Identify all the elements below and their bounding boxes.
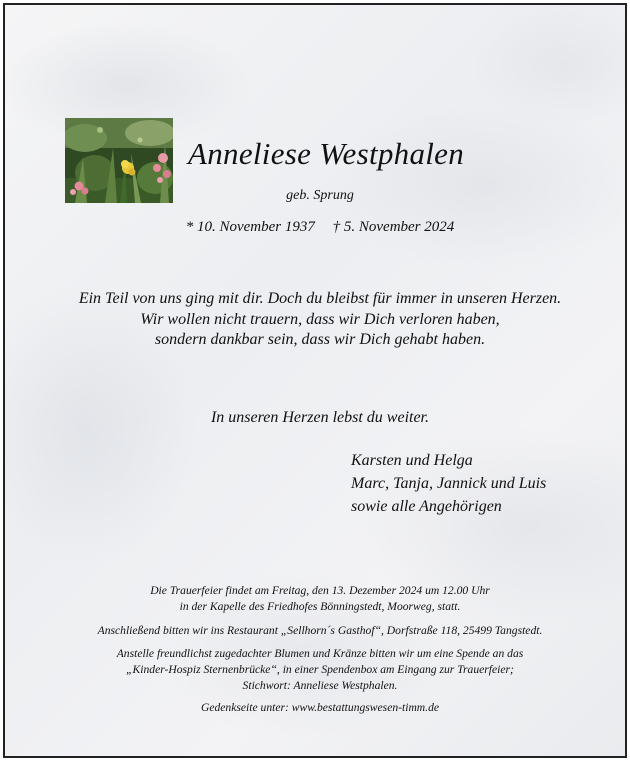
- reception-info: Anschließend bitten wir ins Restaurant „Sellhorn´s Gasthof“, Dorfstraße 118, 25499 Tangstedt.: [97, 624, 543, 637]
- deceased-name: Anneliese Westphalen: [188, 136, 465, 171]
- life-dates: [5, 219, 630, 236]
- family-line: sowie alle Angehörigen: [351, 498, 502, 515]
- funeral-line: in der Kapelle des Friedhofes Bönningstedt, Moorweg, statt.: [179, 600, 461, 613]
- family-line: Karsten und Helga: [351, 452, 473, 469]
- verse-line: Ein Teil von uns ging mit dir. Doch du bleibst für immer in unseren Herzen.: [78, 290, 562, 307]
- birth-name: geb. Sprung: [286, 188, 354, 203]
- birth-date: * 10. November 1937: [185, 219, 315, 235]
- memorial-verse: [5, 289, 630, 351]
- donation-line: „Kinder-Hospiz Sternenbrücke“, in einer Spendenbox am Eingang zur Trauerfeier;: [126, 663, 514, 676]
- obituary-card: [3, 3, 627, 758]
- closing-line: In unseren Herzen lebst du weiter.: [210, 409, 430, 426]
- verse-line: Wir wollen nicht trauern, dass wir Dich verloren haben,: [140, 310, 500, 328]
- family-signature: [351, 449, 546, 518]
- memorial-page-link: Gedenkseite unter: www.bestattungswesen-timm.de: [200, 701, 440, 714]
- donation-line: Stichwort: Anneliese Westphalen.: [242, 679, 398, 692]
- funeral-info: [5, 583, 630, 615]
- donation-line: Anstelle freundlichst zugedachter Blumen und Kränze bitten wir um eine Spende an das: [116, 647, 524, 660]
- funeral-line: Die Trauerfeier findet am Freitag, den 13. Dezember 2024 um 12.00 Uhr: [150, 584, 490, 597]
- donation-info: [5, 646, 630, 694]
- death-date: † 5. November 2024: [332, 219, 455, 235]
- family-line: Marc, Tanja, Jannick und Luis: [351, 475, 547, 492]
- verse-line: sondern dankbar sein, dass wir Dich gehabt haben.: [154, 331, 486, 348]
